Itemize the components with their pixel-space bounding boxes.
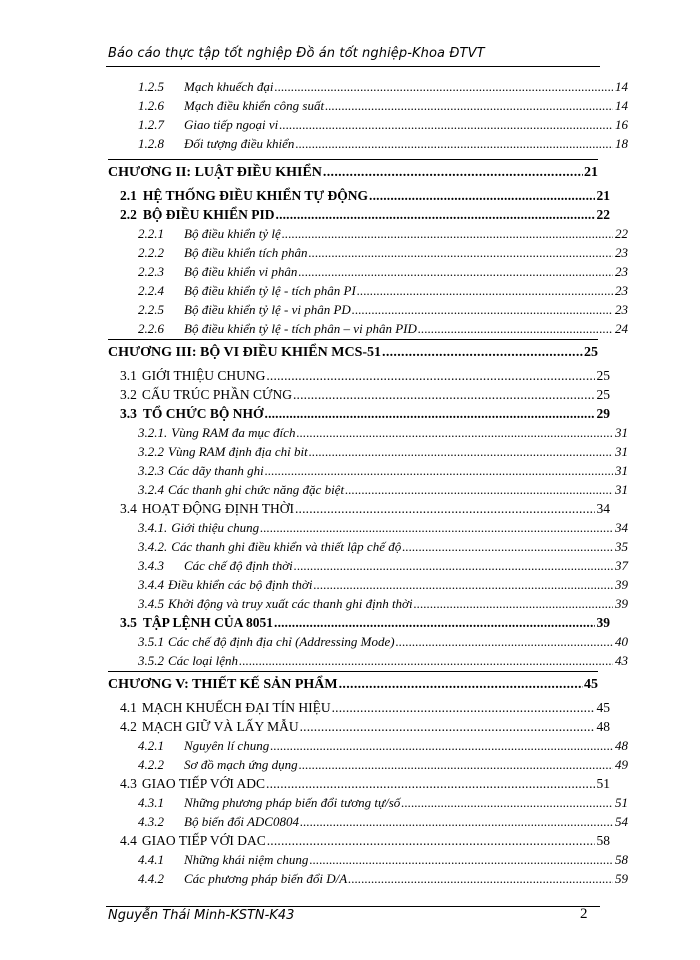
toc-leader-dots — [402, 538, 613, 556]
toc-title: MẠCH KHUẾCH ĐẠI TÍN HIỆU — [141, 700, 331, 715]
toc-leader-dots — [309, 443, 613, 461]
toc-page-number: 31 — [615, 444, 628, 459]
toc-section[interactable] — [108, 500, 610, 518]
toc-page-number: 37 — [615, 558, 628, 573]
toc-number: 3.4.3 — [138, 558, 164, 573]
toc-number: 3.5.1 — [138, 634, 164, 649]
toc-leader-dots — [239, 652, 613, 670]
toc-title: Các thanh ghi điều khiển và thiết lập chế độ — [171, 539, 402, 554]
toc-leader-dots — [282, 225, 613, 243]
toc-title: Các dãy thanh ghi — [168, 463, 264, 478]
toc-number: 4.2 — [120, 719, 137, 734]
toc-subsection[interactable] — [108, 301, 628, 319]
toc-leader-dots — [296, 424, 613, 442]
chapter-rule — [108, 671, 598, 672]
toc-section[interactable] — [108, 718, 610, 736]
toc-leader-dots — [260, 519, 613, 537]
toc-title: Mạch điều khiển công suất — [184, 98, 325, 113]
toc-page-number: 14 — [615, 98, 628, 113]
toc-leader-dots — [414, 595, 613, 613]
toc-number: 3.5 — [120, 615, 137, 630]
toc-page-number: 23 — [615, 283, 628, 298]
toc-subsection[interactable] — [108, 263, 628, 281]
toc-title: Bộ điều khiển vi phân — [184, 264, 298, 279]
toc-page-number: 22 — [596, 207, 610, 222]
toc-leader-dots — [279, 116, 613, 134]
toc-subsection[interactable] — [108, 320, 628, 338]
toc-section[interactable] — [108, 187, 610, 205]
toc-title: CẤU TRÚC PHẦN CỨNG — [141, 387, 292, 402]
toc-number: 1.2.7 — [138, 117, 164, 132]
toc-number: 2.2 — [120, 207, 137, 222]
toc-leader-dots — [274, 614, 595, 632]
toc-number: 1.2.5 — [138, 79, 164, 94]
toc-title: Giao tiếp ngoại vi — [184, 117, 279, 132]
toc-title: Vùng RAM định địa chỉ bit — [168, 444, 308, 459]
toc-page-number: 40 — [615, 634, 628, 649]
toc-subsection[interactable] — [108, 78, 628, 96]
toc-subsection[interactable] — [108, 756, 628, 774]
toc-number: 1.2.8 — [138, 136, 164, 151]
toc-number: 3.4.4 — [138, 577, 164, 592]
toc-page-number: 45 — [596, 700, 610, 715]
toc-page-number: 31 — [615, 463, 628, 478]
toc-subsection[interactable] — [108, 737, 628, 755]
chapter-rule — [108, 339, 598, 340]
toc-number: 3.4 — [120, 501, 137, 516]
toc-chapter[interactable] — [108, 164, 598, 182]
footer-rule — [106, 906, 600, 907]
toc-number: 4.2.1 — [138, 738, 164, 753]
toc-page-number: 34 — [596, 501, 610, 516]
toc-leader-dots — [314, 576, 614, 594]
toc-page-number: 23 — [615, 302, 628, 317]
toc-leader-dots — [300, 718, 595, 736]
toc-number: 3.2.1. — [138, 425, 168, 440]
toc-number: 3.2.2 — [138, 444, 164, 459]
toc-page-number: 16 — [615, 117, 628, 132]
toc-leader-dots — [266, 775, 595, 793]
toc-number: 4.4 — [120, 833, 137, 848]
toc-number: 4.3.1 — [138, 795, 164, 810]
toc-title: Bộ biến đổi ADC0804 — [184, 814, 299, 829]
toc-number: 4.2.2 — [138, 757, 164, 772]
toc-page-number: 14 — [615, 79, 628, 94]
toc-number: 4.1 — [120, 700, 137, 715]
toc-subsection[interactable] — [108, 576, 628, 594]
toc-leader-dots — [401, 794, 613, 812]
toc-leader-dots — [265, 462, 613, 480]
toc-title: Các loại lệnh — [168, 653, 239, 668]
toc-subsection[interactable] — [108, 424, 628, 442]
toc-leader-dots — [325, 97, 613, 115]
toc-subsection[interactable] — [108, 519, 628, 537]
toc-number: 3.4.2. — [138, 539, 168, 554]
toc-title: CHƯƠNG V: THIẾT KẾ SẢN PHẨM — [108, 677, 338, 692]
toc-subsection[interactable] — [108, 794, 628, 812]
toc-leader-dots — [332, 699, 595, 717]
toc-title: CHƯƠNG II: LUẬT ĐIỀU KHIỂN — [108, 165, 322, 180]
toc-subsection[interactable] — [108, 244, 628, 262]
toc-page-number: 21 — [596, 188, 610, 203]
toc-title: Các phương pháp biến đổi D/A — [184, 871, 348, 886]
toc-leader-dots — [418, 320, 613, 338]
toc-title: HOẠT ĐỘNG ĐỊNH THỜI — [141, 501, 294, 516]
toc-subsection[interactable] — [108, 97, 628, 115]
toc-leader-dots — [299, 756, 613, 774]
toc-title: Mạch khuếch đại — [184, 79, 274, 94]
toc-title: Bộ điều khiển tỷ lệ — [184, 226, 281, 241]
toc-page-number: 35 — [615, 539, 628, 554]
toc-number: 2.2.2 — [138, 245, 164, 260]
toc-title: Các chế độ định thời — [184, 558, 293, 573]
toc-leader-dots — [308, 244, 613, 262]
toc-page-number: 34 — [615, 520, 628, 535]
toc-page-number: 45 — [584, 677, 598, 692]
toc-page-number: 39 — [615, 596, 628, 611]
toc-page-number: 25 — [596, 387, 610, 402]
toc-subsection[interactable] — [108, 557, 628, 575]
toc-title: GIỚI THIỆU CHUNG — [141, 368, 266, 383]
toc-number: 4.3.2 — [138, 814, 164, 829]
toc-page-number: 29 — [596, 406, 610, 421]
toc-subsection[interactable] — [108, 225, 628, 243]
toc-chapter[interactable] — [108, 344, 598, 362]
toc-leader-dots — [345, 481, 613, 499]
toc-title: TẬP LỆNH CỦA 8051 — [142, 615, 274, 630]
toc-leader-dots — [298, 263, 613, 281]
toc-section[interactable] — [108, 699, 610, 717]
toc-subsection[interactable] — [108, 595, 628, 613]
toc-page-number: 23 — [615, 245, 628, 260]
toc-chapter[interactable] — [108, 676, 598, 694]
toc-number: 3.4.5 — [138, 596, 164, 611]
toc-number: 3.3 — [120, 406, 137, 421]
toc-subsection[interactable] — [108, 462, 628, 480]
toc-title: Khởi động và truy xuất các thanh ghi định thời — [168, 596, 413, 611]
toc-section[interactable] — [108, 775, 610, 793]
toc-subsection[interactable] — [108, 443, 628, 461]
toc-leader-dots — [396, 633, 613, 651]
toc-leader-dots — [276, 206, 595, 224]
toc-number: 4.4.2 — [138, 871, 164, 886]
toc-title: BỘ ĐIỀU KHIỂN PID — [142, 207, 275, 222]
toc-title: Những khái niệm chung — [184, 852, 309, 867]
toc-title: Bộ điều khiển tỷ lệ - vi phân PD — [184, 302, 351, 317]
toc-number: 2.1 — [120, 188, 137, 203]
toc-title: Nguyên lí chung — [184, 738, 270, 753]
toc-page-number: 24 — [615, 321, 628, 336]
toc-page-number: 58 — [615, 852, 628, 867]
toc-title: TỔ CHỨC BỘ NHỚ — [142, 406, 264, 421]
toc-page-number: 54 — [615, 814, 628, 829]
toc-number: 2.2.5 — [138, 302, 164, 317]
toc-page-number: 49 — [615, 757, 628, 772]
toc-leader-dots — [295, 135, 613, 153]
toc-leader-dots — [293, 386, 595, 404]
footer-author: Nguyễn Thái Minh-KSTN-K43 — [108, 908, 295, 923]
toc-title: GIAO TIẾP VỚI DAC — [141, 833, 266, 848]
toc-section[interactable] — [108, 405, 610, 423]
toc-title: Điều khiển các bộ định thời — [168, 577, 313, 592]
toc-number: 3.4.1. — [138, 520, 168, 535]
toc-subsection[interactable] — [108, 652, 628, 670]
toc-leader-dots — [357, 282, 613, 300]
toc-page-number: 48 — [596, 719, 610, 734]
toc-title: Các thanh ghi chức năng đặc biệt — [168, 482, 345, 497]
toc-subsection[interactable] — [108, 135, 628, 153]
toc-subsection[interactable] — [108, 851, 628, 869]
toc-subsection[interactable] — [108, 633, 628, 651]
toc-leader-dots — [323, 164, 583, 182]
toc-leader-dots — [348, 870, 613, 888]
toc-number: 2.2.4 — [138, 283, 164, 298]
toc-title: Bộ điều khiển tỷ lệ - tích phân PI — [184, 283, 356, 298]
toc-page-number: 25 — [596, 368, 610, 383]
header-rule — [106, 66, 600, 67]
toc-leader-dots — [267, 832, 595, 850]
toc-page-number: 39 — [596, 615, 610, 630]
toc-page-number: 25 — [584, 345, 598, 360]
toc-leader-dots — [294, 557, 613, 575]
toc-title: Các chế độ định địa chỉ (Addressing Mode) — [168, 634, 395, 649]
toc-title: Giới thiệu chung — [171, 520, 260, 535]
toc-subsection[interactable] — [108, 538, 628, 556]
toc-leader-dots — [309, 851, 613, 869]
toc-subsection[interactable] — [108, 813, 628, 831]
toc-page-number: 31 — [615, 425, 628, 440]
toc-page-number: 31 — [615, 482, 628, 497]
toc-page-number: 39 — [615, 577, 628, 592]
toc-leader-dots — [352, 301, 613, 319]
toc-title: Bộ điều khiển tỷ lệ - tích phân – vi phân PID — [184, 321, 417, 336]
toc-page-number: 59 — [615, 871, 628, 886]
toc-subsection[interactable] — [108, 282, 628, 300]
toc-number: 2.2.1 — [138, 226, 164, 241]
toc-number: 2.2.3 — [138, 264, 164, 279]
page-header: Báo cáo thực tập tốt nghiệp Đồ án tốt nghiệp-Khoa ĐTVT — [108, 46, 485, 61]
toc-number: 3.1 — [120, 368, 137, 383]
toc-number: 1.2.6 — [138, 98, 164, 113]
toc-section[interactable] — [108, 367, 610, 385]
toc-number: 2.2.6 — [138, 321, 164, 336]
toc-leader-dots — [275, 78, 613, 96]
toc-title: GIAO TIẾP VỚI ADC — [141, 776, 266, 791]
toc-title: CHƯƠNG III: BỘ VI ĐIỀU KHIỂN MCS-51 — [108, 345, 382, 360]
toc-page-number: 23 — [615, 264, 628, 279]
toc-number: 3.2 — [120, 387, 137, 402]
toc-leader-dots — [300, 813, 613, 831]
toc-page-number: 21 — [584, 165, 598, 180]
toc-title: Những phương pháp biến đổi tương tự/số — [184, 795, 401, 810]
toc-number: 4.4.1 — [138, 852, 164, 867]
toc-leader-dots — [382, 344, 583, 362]
toc-page-number: 22 — [615, 226, 628, 241]
toc-title: HỆ THỐNG ĐIỀU KHIỂN TỰ ĐỘNG — [142, 188, 369, 203]
toc-section[interactable] — [108, 614, 610, 632]
toc-page-number: 58 — [596, 833, 610, 848]
toc-subsection[interactable] — [108, 481, 628, 499]
toc-subsection[interactable] — [108, 870, 628, 888]
toc-number: 3.5.2 — [138, 653, 164, 668]
toc-leader-dots — [265, 405, 595, 423]
toc-title: Đối tượng điều khiển — [184, 136, 295, 151]
toc-subsection[interactable] — [108, 116, 628, 134]
toc-leader-dots — [339, 676, 583, 694]
toc-section[interactable] — [108, 206, 610, 224]
toc-title: Sơ đồ mạch ứng dụng — [184, 757, 298, 772]
toc-leader-dots — [266, 367, 595, 385]
toc-title: MẠCH GIỮ VÀ LẤY MẪU — [141, 719, 299, 734]
toc-page-number: 18 — [615, 136, 628, 151]
toc-leader-dots — [295, 500, 595, 518]
toc-section[interactable] — [108, 386, 610, 404]
toc-section[interactable] — [108, 832, 610, 850]
toc-number: 4.3 — [120, 776, 137, 791]
toc-page-number: 48 — [615, 738, 628, 753]
toc-leader-dots — [369, 187, 595, 205]
toc-number: 3.2.4 — [138, 482, 164, 497]
toc-page-number: 51 — [615, 795, 628, 810]
toc-page-number: 51 — [596, 776, 610, 791]
toc-title: Bộ điều khiển tích phân — [184, 245, 308, 260]
toc-number: 3.2.3 — [138, 463, 164, 478]
toc-leader-dots — [270, 737, 613, 755]
footer-page-number: 2 — [580, 906, 588, 922]
toc-page-number: 43 — [615, 653, 628, 668]
toc-title: Vùng RAM đa mục đích — [171, 425, 296, 440]
chapter-rule — [108, 159, 598, 160]
